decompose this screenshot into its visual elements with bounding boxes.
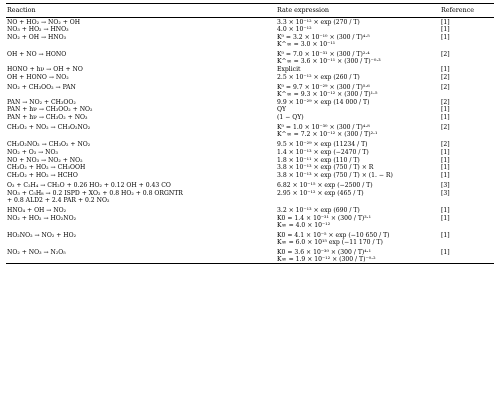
rate-expression-text: K∞ = 1.9 × 10⁻¹² × (300 / T)⁻⁰·² <box>277 255 376 263</box>
rate-expression-cell <box>277 207 441 214</box>
reference-cell: [2] <box>441 98 450 106</box>
reference-cell: [2] <box>441 124 450 132</box>
reaction-text: PAN → NO₂ + CH₃OO₂ <box>7 98 76 106</box>
table-row <box>6 49 494 66</box>
rate-expression-text: 2.5 × 10⁻¹² × exp (260 / T) <box>277 73 360 81</box>
reference-cell: [2] <box>441 83 450 91</box>
reference-cell: [1] <box>441 206 450 214</box>
rate-expression-text: 1.4 × 10⁻¹³ × exp (−2470 / T) <box>277 148 369 156</box>
reference-cell: [1] <box>441 18 450 26</box>
rate-expression-cell <box>277 164 441 171</box>
reaction-cell <box>6 149 277 156</box>
reaction-cell <box>6 164 277 171</box>
table-row <box>6 138 494 148</box>
rate-expression-text: K⁰ = 7.0 × 10⁻³¹ × (300 / T)²·⁴ <box>277 51 370 59</box>
table-row <box>6 246 494 263</box>
table-row <box>6 148 494 156</box>
reaction-cell <box>6 34 277 41</box>
table-row <box>6 229 494 246</box>
rate-expression-cell <box>277 106 441 113</box>
reference-cell: [2] <box>441 51 450 59</box>
reaction-cell <box>6 172 277 179</box>
reaction-text: NO₃ + HO₂ → HNO₃ <box>7 26 69 34</box>
reference-cell: [2] <box>441 141 450 149</box>
rate-expression-text: K^∞ = 3.6 × 10⁻¹¹ × (300 / T)⁻⁰·³ <box>277 58 381 66</box>
reference-cell: [1] <box>441 66 450 74</box>
rate-expression-text: 4.0 × 10⁻¹² <box>277 26 312 34</box>
rate-expression-text: K^∞ = 3.0 × 10⁻¹¹ <box>277 41 336 49</box>
reaction-text: CH₃O₂NO₂ → CH₃O₂ + NO₂ <box>7 141 91 149</box>
reaction-text: OH + HONO → NO₂ <box>7 73 69 81</box>
table-header <box>6 4 494 18</box>
rate-expression-text: 3.3 × 10⁻¹² × exp (270 / T) <box>277 18 360 26</box>
rate-expression-cell <box>277 84 441 98</box>
rate-expression-text: 3.8 × 10⁻¹³ × exp (750 / T) × R <box>277 164 374 172</box>
reaction-text: + 0.8 ALD2 + 2.4 PAR + 0.2 NO₂ <box>7 197 110 205</box>
reaction-rate-table <box>6 3 494 264</box>
reaction-text: NO₃ + C₅H₈ → 0.2 ISPD + XO₂ + 0.8 HO₂ + 0.8 ORGNTR <box>7 189 183 197</box>
reference-cell: [1] <box>441 156 450 164</box>
rate-expression-cell <box>277 249 441 263</box>
rate-expression-cell <box>277 190 441 197</box>
rate-expression-text: 9.5 × 10⁻²⁹ × exp (11234 / T) <box>277 141 368 149</box>
rate-expression-cell <box>277 157 441 164</box>
table-row <box>6 18 494 26</box>
header-reference: Reference <box>441 6 475 14</box>
reaction-text: CH₃O₂ + HO₂ → HCHO <box>7 172 78 180</box>
table-row <box>6 26 494 34</box>
rate-expression-cell <box>277 74 441 81</box>
reference-cell: [1] <box>441 148 450 156</box>
reaction-text: HO₂NO₂ → NO₂ + HO₂ <box>7 231 77 239</box>
reaction-text: NO + NO₃ → NO₂ + NO₂ <box>7 156 83 164</box>
reaction-cell <box>6 157 277 164</box>
table-row <box>6 73 494 81</box>
header-rate-expression: Rate expression <box>277 6 330 14</box>
reference-cell: [3] <box>441 182 450 190</box>
table-row <box>6 179 494 189</box>
rate-expression-cell <box>277 215 441 229</box>
reaction-text: NO₂ + NO₃ → N₂O₅ <box>7 248 66 256</box>
reaction-text: CH₃O₂ + HO₂ → CH₃OOH <box>7 164 86 172</box>
reaction-text: NO₂ + CH₃OO₂ → PAN <box>7 83 76 91</box>
table-row <box>6 164 494 172</box>
reaction-cell <box>6 215 277 222</box>
table-row <box>6 189 494 204</box>
reaction-cell <box>6 141 277 148</box>
reaction-text: NO₂ + OH → HNO₃ <box>7 34 67 42</box>
header-reaction: Reaction <box>7 6 36 14</box>
rate-expression-text: K⁰ = 1.0 × 10⁻³⁰ × (300 / T)⁴·⁸ <box>277 124 370 132</box>
reference-cell: [1] <box>441 214 450 222</box>
reaction-cell <box>6 249 277 256</box>
reaction-cell <box>6 19 277 26</box>
reaction-text: PAN + hν → CH₃O₂ + NO₃ <box>7 114 88 122</box>
reaction-cell <box>6 190 277 204</box>
rate-expression-text: QY <box>277 106 287 114</box>
table-row <box>6 204 494 214</box>
rate-expression-text: K∞ = 4.0 × 10⁻¹² <box>277 221 331 229</box>
table-row <box>6 106 494 114</box>
rate-expression-text: K⁰ = 3.2 × 10⁻¹⁰ × (300 / T)⁴·⁵ <box>277 34 370 42</box>
rate-expression-cell <box>277 182 441 189</box>
reaction-text: OH + NO → HONO <box>7 51 67 59</box>
reaction-cell <box>6 99 277 106</box>
reaction-text: HNO₄ + OH → NO₂ <box>7 206 67 214</box>
rate-expression-cell <box>277 114 441 121</box>
reference-cell: [1] <box>441 172 450 180</box>
rate-expression-text: 9.9 × 10⁻²⁹ × exp (14 000 / T) <box>277 98 370 106</box>
reaction-cell <box>6 114 277 121</box>
reference-cell: [1] <box>441 231 450 239</box>
rate-expression-text: 2.95 × 10⁻¹² × exp (465 / T) <box>277 189 364 197</box>
reference-cell: [1] <box>441 34 450 42</box>
rate-expression-cell <box>277 149 441 156</box>
rate-expression-text: K0 = 3.6 × 10⁻³⁰ × (300 / T)⁴·¹ <box>277 248 372 256</box>
rate-expression-cell <box>277 172 441 179</box>
reaction-cell <box>6 84 277 91</box>
table-row <box>6 172 494 180</box>
rate-expression-text: K^∞ = 7.2 × 10⁻¹² × (300 / T)²·¹ <box>277 131 378 139</box>
table-row <box>6 156 494 164</box>
reference-cell: [1] <box>441 164 450 172</box>
reaction-text: HONO + hν → OH + NO <box>7 66 83 74</box>
table-row <box>6 81 494 98</box>
rate-expression-cell <box>277 26 441 33</box>
table-row <box>6 34 494 49</box>
reference-cell: [3] <box>441 189 450 197</box>
rate-expression-cell <box>277 232 441 246</box>
rate-expression-text: Explicit <box>277 66 301 74</box>
rate-expression-cell <box>277 19 441 26</box>
reaction-cell <box>6 182 277 189</box>
table-row <box>6 66 494 74</box>
rate-expression-text: 3.8 × 10⁻¹³ × exp (750 / T) × (1. − R) <box>277 172 393 180</box>
reaction-text: NO + HO₂ → NO₂ + OH <box>7 18 81 26</box>
rate-expression-text: K0 = 1.4 × 10⁻³¹ × (300 / T)³·¹ <box>277 214 372 222</box>
reaction-cell <box>6 74 277 81</box>
reaction-text: CH₃O₂ + NO₂ → CH₃O₂NO₂ <box>7 124 91 132</box>
reaction-cell <box>6 106 277 113</box>
rate-expression-text: K∞ = 6.0 × 10¹⁵ exp (−11 170 / T) <box>277 238 383 246</box>
reaction-cell <box>6 124 277 131</box>
rate-expression-text: K^∞ = 9.3 × 10⁻¹² × (300 / T)¹·⁵ <box>277 90 378 98</box>
reaction-text: O₃ + C₂H₄ → CH₂O + 0.26 HO₂ + 0.12 OH + 0.43 CO <box>7 182 171 190</box>
reaction-cell <box>6 26 277 33</box>
rate-expression-cell <box>277 34 441 48</box>
rate-expression-text: K⁰ = 9.7 × 10⁻²⁹ × (300 / T)⁵·⁶ <box>277 83 370 91</box>
reaction-text: NO₂ + HO₂ → HO₂NO₂ <box>7 214 77 222</box>
reaction-text: PAN + hν → CH₃OO₂ + NO₂ <box>7 106 93 114</box>
reference-cell: [1] <box>441 106 450 114</box>
rate-expression-cell <box>277 99 441 106</box>
reference-cell: [1] <box>441 114 450 122</box>
rate-expression-cell <box>277 124 441 138</box>
reaction-cell <box>6 232 277 239</box>
rate-expression-cell <box>277 141 441 148</box>
reference-cell: [2] <box>441 73 450 81</box>
rate-expression-cell <box>277 51 441 65</box>
reaction-cell <box>6 51 277 58</box>
reference-cell: [1] <box>441 248 450 256</box>
table-row <box>6 114 494 122</box>
reaction-cell <box>6 207 277 214</box>
reference-cell: [1] <box>441 26 450 34</box>
rate-expression-text: (1 − QY) <box>277 114 304 122</box>
rate-expression-cell <box>277 66 441 73</box>
table-row <box>6 214 494 229</box>
table-row <box>6 98 494 106</box>
rate-expression-text: K0 = 4.1 × 10⁻⁵ × exp (−10 650 / T) <box>277 231 390 239</box>
table-row <box>6 121 494 138</box>
reaction-cell <box>6 66 277 73</box>
table-body <box>6 18 494 263</box>
rate-expression-text: 6.82 × 10⁻¹⁵ × exp (−2500 / T) <box>277 182 373 190</box>
rate-expression-text: 3.2 × 10⁻¹³ × exp (690 / T) <box>277 206 360 214</box>
rate-expression-text: 1.8 × 10⁻¹¹ × exp (110 / T) <box>277 156 360 164</box>
reaction-text: NO₂ + O₃ → NO₃ <box>7 148 58 156</box>
